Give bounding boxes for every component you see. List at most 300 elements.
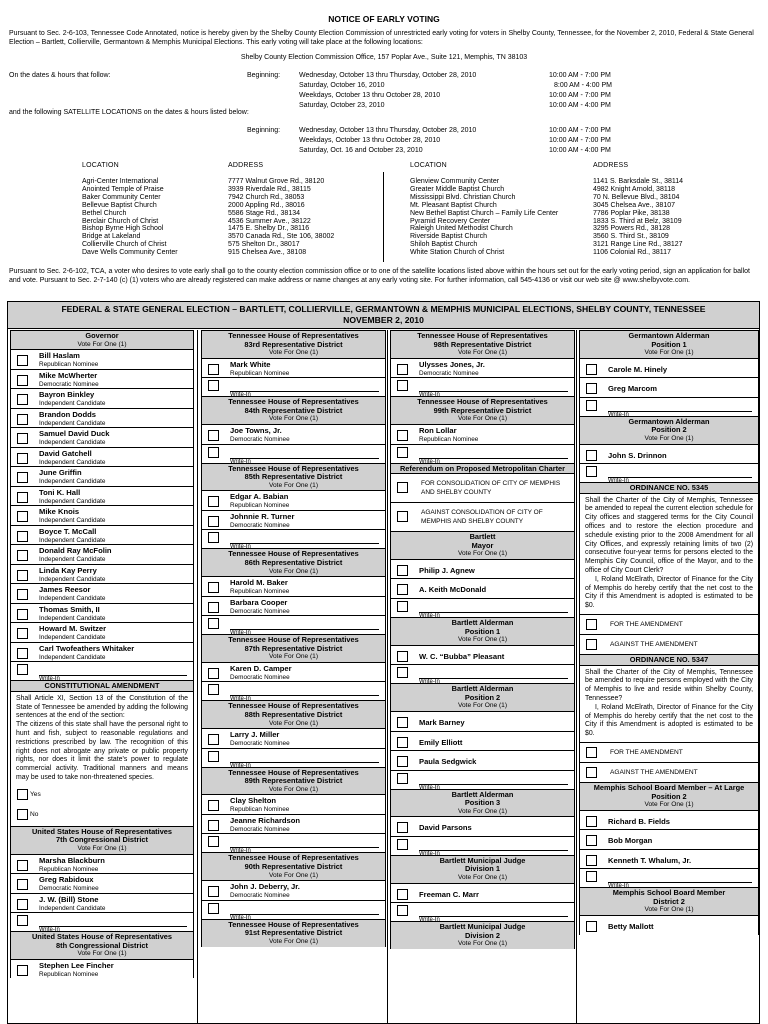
vote-checkbox[interactable] [586, 921, 597, 932]
write-in-row[interactable] [202, 900, 385, 919]
ballot-title-line1: FEDERAL & STATE GENERAL ELECTION – BARTLETT, COLLIERVILLE, GERMANTOWN & MEMPHIS MUNICIPAL ELECTIONS, SHELBY COUNTY, TENNESSEE [61, 304, 706, 314]
candidate-name: Greg Marcom [608, 384, 657, 394]
candidate-row[interactable] [11, 873, 193, 893]
candidate-row[interactable] [11, 893, 193, 913]
referendum-option-against[interactable] [391, 502, 574, 531]
vote-checkbox[interactable] [17, 589, 28, 600]
candidate-name: Stephen Lee Fincher [39, 960, 114, 970]
vote-checkbox[interactable] [17, 915, 28, 926]
vote-checkbox[interactable] [208, 800, 219, 811]
candidate-name: Mark White [230, 359, 271, 369]
write-in-line[interactable] [230, 629, 379, 630]
vote-checkbox[interactable] [397, 565, 408, 576]
candidate-row[interactable] [580, 358, 758, 378]
vote-checkbox[interactable] [17, 531, 28, 542]
write-in-row[interactable] [391, 377, 574, 399]
vote-checkbox[interactable] [586, 767, 597, 778]
candidate-row[interactable] [11, 388, 193, 408]
candidate-row[interactable] [202, 490, 385, 510]
write-in-line[interactable] [230, 762, 379, 763]
vote-checkbox[interactable] [17, 355, 28, 366]
candidate-row[interactable] [11, 854, 193, 874]
sample-ballot [7, 301, 760, 1024]
vote-checkbox[interactable] [397, 601, 408, 612]
vote-for-one: Vote For One (1) [457, 702, 508, 710]
candidate-row[interactable] [11, 544, 193, 564]
write-in-row[interactable] [11, 912, 193, 934]
vote-for-one: Vote For One (1) [268, 567, 319, 575]
vote-for-one: Vote For One (1) [457, 636, 508, 644]
candidate-row[interactable] [391, 559, 574, 579]
race-th90 [201, 852, 386, 921]
candidate-row[interactable] [580, 915, 758, 935]
vote-checkbox[interactable] [586, 450, 597, 461]
vote-checkbox[interactable] [17, 453, 28, 464]
vote-for-one: Vote For One (1) [268, 937, 319, 945]
list-entry: Bridge at Lakeland [82, 233, 141, 241]
vote-checkbox[interactable] [208, 496, 219, 507]
write-in-line[interactable] [419, 391, 568, 392]
write-in-line[interactable] [419, 784, 568, 785]
vote-checkbox[interactable] [586, 747, 597, 758]
candidate-row[interactable] [391, 711, 574, 731]
write-in-line[interactable] [230, 458, 379, 459]
candidate-row[interactable] [11, 959, 193, 979]
write-in-row[interactable] [202, 615, 385, 637]
list-entry: Berclair Church of Christ [82, 217, 159, 225]
option-for-amendment[interactable] [580, 614, 758, 634]
vote-checkbox[interactable] [586, 855, 597, 866]
candidate-row[interactable] [11, 622, 193, 642]
list-entry: 4536 Summer Ave., 38122 [228, 217, 311, 225]
vote-checkbox[interactable] [397, 822, 408, 833]
write-in-row[interactable] [391, 770, 574, 789]
vote-checkbox[interactable] [397, 737, 408, 748]
vote-checkbox[interactable] [208, 886, 219, 897]
write-in-row[interactable] [202, 529, 385, 551]
race-germ_ald2 [579, 416, 759, 485]
option-label: FOR CONSOLIDATION OF CITY OF MEMPHIS AND SHELBY COUNTY [421, 480, 561, 497]
vote-checkbox[interactable] [397, 584, 408, 595]
schedule-date: Saturday, October 16, 2010 [299, 82, 385, 89]
ballot-column-1 [10, 330, 194, 1023]
write-in-row[interactable] [391, 444, 574, 463]
write-in-row[interactable] [202, 377, 385, 399]
candidate-row[interactable] [11, 466, 193, 486]
candidate-row[interactable] [11, 408, 193, 428]
race-th85 [201, 463, 386, 549]
write-in-line[interactable] [419, 678, 568, 679]
vote-for-one: Vote For One (1) [457, 415, 508, 423]
write-in-line[interactable] [608, 411, 752, 412]
vote-for-one: Vote For One (1) [268, 481, 319, 489]
list-entry: Bethel Church [82, 209, 127, 217]
candidate-party: Independent Candidate [39, 458, 106, 466]
write-in-label: Write-In [230, 762, 251, 769]
write-in-line[interactable] [39, 675, 187, 676]
race-subtitle: Position 2 [651, 791, 687, 801]
candidate-row[interactable] [202, 358, 385, 378]
early-voting-notice [0, 0, 768, 300]
vote-checkbox[interactable] [17, 375, 28, 386]
race-header [202, 331, 385, 358]
amendment-text [11, 691, 193, 786]
write-in-row[interactable] [391, 598, 574, 617]
list-entry: 3295 Powers Rd., 38128 [593, 225, 671, 233]
list-entry: Agri-Center International [82, 178, 159, 185]
candidate-party: Republican Nominee [39, 970, 99, 978]
schedule-date: Weekdays, October 13 thru October 28, 2010 [299, 137, 441, 144]
candidate-name: David Gatchell [39, 448, 92, 458]
vote-checkbox[interactable] [397, 905, 408, 916]
race-th87 [201, 634, 386, 703]
race-th89 [201, 767, 386, 853]
candidate-name: Samuel David Duck [39, 429, 110, 439]
ordinance-ord5345 [579, 482, 759, 654]
vote-checkbox[interactable] [17, 664, 28, 675]
vote-for-one: Vote For One (1) [268, 653, 319, 661]
list-entry: Riverside Baptist Church [410, 233, 488, 241]
vote-checkbox[interactable] [208, 582, 219, 593]
schedule-time: 10:00 AM - 4:00 PM [549, 102, 611, 109]
candidate-party: Independent Candidate [39, 400, 106, 408]
vote-checkbox[interactable] [586, 816, 597, 827]
candidate-row[interactable] [580, 377, 758, 397]
address-header: ADDRESS [228, 162, 264, 169]
write-in-line[interactable] [230, 391, 379, 392]
write-in-label: Write-In [419, 392, 440, 399]
race-us8 [10, 931, 194, 978]
candidate-row[interactable] [580, 849, 758, 869]
vote-checkbox[interactable] [586, 619, 597, 630]
vote-checkbox[interactable] [586, 871, 597, 882]
candidate-party: Independent Candidate [39, 439, 106, 447]
write-in-row[interactable] [11, 661, 193, 683]
race-subtitle: 7th Congressional District [56, 835, 148, 845]
candidate-row[interactable] [580, 444, 758, 464]
schedule-time: 10:00 AM - 7:00 PM [549, 92, 611, 99]
candidate-party: Independent Candidate [39, 478, 106, 486]
write-in-label: Write-In [39, 927, 60, 934]
candidate-row[interactable] [580, 810, 758, 830]
referendum-metro-charter [390, 463, 575, 532]
candidate-row[interactable] [11, 505, 193, 525]
vote-checkbox[interactable] [208, 430, 219, 441]
vote-checkbox[interactable] [17, 570, 28, 581]
vote-checkbox[interactable] [208, 668, 219, 679]
write-in-line[interactable] [419, 916, 568, 917]
race-subtitle: 84th Representative District [244, 405, 343, 415]
vote-checkbox[interactable] [17, 965, 28, 976]
vote-for-one: Vote For One (1) [268, 349, 319, 357]
race-header [580, 417, 758, 444]
race-subtitle: 86th Representative District [244, 557, 343, 567]
candidate-row[interactable] [202, 794, 385, 814]
vote-checkbox[interactable] [208, 684, 219, 695]
write-in-line[interactable] [230, 695, 379, 696]
vote-checkbox[interactable] [208, 751, 219, 762]
list-entry: White Station Church of Christ [410, 249, 505, 257]
candidate-row[interactable] [391, 731, 574, 751]
vote-checkbox[interactable] [208, 903, 219, 914]
race-subtitle: 89th Representative District [244, 776, 343, 786]
race-th84 [201, 396, 386, 465]
write-in-line[interactable] [230, 847, 379, 848]
notice-intro: Pursuant to Sec. 2-6-103, Tennessee Code Annotated, notice is hereby given by the Shelby County Election Commission of unrestricted early voting for voters in Shelby County, Tennessee, for the November 2, 2010, Federal & State General Election – Bartlett, Collierville, Germantown & Memphis Municipal Elections. This early voting will take place at the following locations: [9, 30, 754, 46]
write-in-line[interactable] [608, 882, 752, 883]
column-divider [197, 330, 198, 1023]
candidate-name: Edgar A. Babian [230, 492, 289, 502]
write-in-row[interactable] [580, 463, 758, 485]
vote-checkbox[interactable] [208, 532, 219, 543]
candidate-row[interactable] [202, 576, 385, 596]
write-in-row[interactable] [202, 681, 385, 703]
notice-footnote: Pursuant to Sec. 2-6-102, TCA, a voter who desires to vote early shall go to the county election commission office or to one of the satellite locations listed above within the hours set out for the early voting period, sign an application for ballot and vote. Pursuant to Sec. 2-7-140 (c) (1) voters who are already registered can make address or name changes at any early voting site. For further information, call 545-4136 or visit our web site @ www.shelbyvote.com. [9, 268, 750, 284]
race-title: Tennessee House of Representatives [417, 397, 548, 407]
write-in-line[interactable] [230, 543, 379, 544]
write-in-label: Write-In [419, 784, 440, 791]
list-entry: 1833 S. Third at Belz, 38109 [593, 217, 682, 225]
candidate-name: Karen D. Camper [230, 663, 292, 673]
candidate-row[interactable] [11, 447, 193, 467]
vote-checkbox[interactable] [586, 383, 597, 394]
vote-checkbox[interactable] [397, 364, 408, 375]
ordinance-text [580, 665, 758, 742]
vote-checkbox[interactable] [397, 447, 408, 458]
race-subtitle: 99th Representative District [433, 405, 532, 415]
race-title: Governor [85, 331, 119, 340]
vote-checkbox[interactable] [17, 492, 28, 503]
candidate-name: Richard B. Fields [608, 816, 671, 826]
amendment-intro: Shall Article XI, Section 13 of the Constitution of the State of Tennessee be amended by adding the following sentences at the end of the section: [16, 694, 188, 720]
write-in-row[interactable] [580, 868, 758, 890]
candidate-row[interactable] [391, 816, 574, 836]
candidate-name: Mike McWherter [39, 370, 98, 380]
vote-checkbox[interactable] [208, 602, 219, 613]
list-entry: 1106 Colonial Rd., 38117 [593, 249, 671, 257]
vote-checkbox[interactable] [208, 618, 219, 629]
on-dates-label: On the dates & hours that follow: [9, 72, 111, 79]
vote-checkbox[interactable] [397, 717, 408, 728]
candidate-name: Bill Haslam [39, 351, 80, 361]
vote-checkbox[interactable] [17, 550, 28, 561]
vote-checkbox[interactable] [208, 364, 219, 375]
candidate-row[interactable] [11, 525, 193, 545]
race-title: Bartlett Alderman [451, 617, 514, 627]
vote-checkbox[interactable] [17, 789, 28, 800]
candidate-row[interactable] [391, 883, 574, 903]
race-title: Bartlett Alderman [451, 684, 514, 694]
list-entry: 5586 Stage Rd., 38134 [228, 209, 301, 217]
vote-checkbox[interactable] [208, 836, 219, 847]
race-header [202, 397, 385, 424]
write-in-label: Write-In [608, 411, 629, 418]
vote-checkbox[interactable] [586, 400, 597, 411]
vote-checkbox[interactable] [397, 482, 408, 493]
list-entry: Bellevue Baptist Church [82, 201, 157, 209]
write-in-row[interactable] [391, 902, 574, 924]
vote-checkbox[interactable] [17, 414, 28, 425]
candidate-row[interactable] [202, 596, 385, 616]
referendum-option-for[interactable] [391, 473, 574, 502]
list-entry: Greater Middle Baptist Church [410, 185, 505, 193]
vote-checkbox[interactable] [397, 511, 408, 522]
candidate-row[interactable] [391, 750, 574, 770]
write-in-row[interactable] [202, 833, 385, 855]
candidate-row[interactable] [11, 564, 193, 584]
candidate-row[interactable] [202, 814, 385, 834]
candidate-name: J. W. (Bill) Stone [39, 894, 99, 904]
candidate-name: Betty Mallott [608, 922, 654, 932]
vote-checkbox[interactable] [17, 394, 28, 405]
write-in-line[interactable] [39, 926, 187, 927]
race-title: Tennessee House of Representatives [228, 767, 359, 777]
vote-checkbox[interactable] [397, 651, 408, 662]
candidate-row[interactable] [11, 642, 193, 662]
vote-for-one: Vote For One (1) [268, 871, 319, 879]
vote-checkbox[interactable] [17, 860, 28, 871]
ordinance-ord5347 [579, 654, 759, 782]
candidate-row[interactable] [391, 424, 574, 444]
candidate-row[interactable] [11, 583, 193, 603]
vote-checkbox[interactable] [397, 667, 408, 678]
vote-checkbox[interactable] [586, 835, 597, 846]
candidate-row[interactable] [202, 424, 385, 444]
candidate-name: Greg Rabidoux [39, 875, 94, 885]
list-entry: 3121 Range Line Rd., 38127 [593, 241, 683, 249]
candidate-row[interactable] [11, 369, 193, 389]
option-label: FOR THE AMENDMENT [610, 748, 683, 756]
write-in-label: Write-In [39, 676, 60, 683]
race-subtitle: Division 1 [465, 864, 500, 874]
vote-checkbox[interactable] [17, 809, 28, 820]
vote-checkbox[interactable] [397, 839, 408, 850]
option-against-amendment[interactable] [580, 762, 758, 782]
option-for-amendment[interactable] [580, 742, 758, 762]
race-th86 [201, 548, 386, 637]
vote-checkbox[interactable] [397, 430, 408, 441]
race-header [391, 331, 574, 358]
candidate-name: W. C. “Bubba” Pleasant [419, 651, 505, 661]
vote-checkbox[interactable] [17, 609, 28, 620]
candidate-row[interactable] [11, 603, 193, 623]
race-title: Bartlett [469, 532, 496, 542]
ordinance-text [580, 493, 758, 614]
vote-checkbox[interactable] [208, 380, 219, 391]
list-entry: 3939 Riverdale Rd., 38115 [228, 185, 311, 193]
race-title: United States House of Representatives [31, 932, 173, 942]
ordinance-title: ORDINANCE NO. 5347 [580, 655, 758, 665]
candidate-name: Donald Ray McFolin [39, 546, 112, 556]
write-in-label: Write-In [230, 914, 251, 921]
vote-checkbox[interactable] [208, 516, 219, 527]
candidate-name: Toni K. Hall [39, 487, 81, 497]
vote-checkbox[interactable] [397, 756, 408, 767]
vote-checkbox[interactable] [208, 820, 219, 831]
vote-checkbox[interactable] [397, 773, 408, 784]
race-title: Germantown Alderman [628, 416, 710, 426]
race-header [391, 684, 574, 711]
vote-checkbox[interactable] [586, 466, 597, 477]
candidate-row[interactable] [202, 880, 385, 900]
candidate-row[interactable] [202, 510, 385, 530]
candidate-row[interactable] [391, 578, 574, 598]
write-in-row[interactable] [202, 748, 385, 767]
list-entry: 3570 Canada Rd., Ste 106, 38002 [228, 233, 335, 241]
address-list [228, 178, 334, 257]
candidate-row[interactable] [11, 486, 193, 506]
location-header: LOCATION [82, 162, 119, 169]
write-in-line[interactable] [419, 458, 568, 459]
vote-for-one: Vote For One (1) [268, 719, 319, 727]
race-title: Tennessee House of Representatives [228, 463, 359, 473]
candidate-row[interactable] [580, 829, 758, 849]
list-entry: 575 Shelton Dr., 38017 [228, 241, 300, 249]
candidate-row[interactable] [202, 662, 385, 682]
candidate-row[interactable] [11, 349, 193, 369]
vote-checkbox[interactable] [586, 639, 597, 650]
vote-checkbox[interactable] [17, 472, 28, 483]
write-in-row[interactable] [391, 836, 574, 855]
write-in-line[interactable] [419, 850, 568, 851]
list-entry: 4982 Knight Arnold, 38118 [593, 185, 675, 193]
write-in-label: Write-In [230, 392, 251, 399]
list-entry: New Bethel Baptist Church – Family Life Center [410, 209, 559, 217]
race-subtitle: 83rd Representative District [244, 339, 343, 349]
vote-checkbox[interactable] [17, 628, 28, 639]
vote-checkbox[interactable] [208, 447, 219, 458]
candidate-name: Jeanne Richardson [230, 815, 301, 825]
vote-checkbox[interactable] [17, 511, 28, 522]
list-entry: Shiloh Baptist Church [410, 241, 478, 249]
schedule-date: Saturday, October 23, 2010 [299, 102, 385, 109]
candidate-name: Mark Barney [419, 718, 465, 727]
vote-checkbox[interactable] [397, 889, 408, 900]
vote-checkbox[interactable] [208, 734, 219, 745]
candidate-name: James Reesor [39, 585, 91, 595]
vote-checkbox[interactable] [17, 433, 28, 444]
vote-checkbox[interactable] [586, 364, 597, 375]
write-in-row[interactable] [202, 444, 385, 463]
write-in-line[interactable] [608, 477, 752, 478]
write-in-row[interactable] [580, 397, 758, 416]
vote-checkbox[interactable] [17, 648, 28, 659]
candidate-party: Republican Nominee [230, 588, 290, 596]
address-list [593, 178, 683, 257]
vote-checkbox[interactable] [17, 879, 28, 890]
candidate-name: Howard M. Switzer [39, 624, 107, 634]
race-header [391, 532, 574, 559]
candidate-row[interactable] [391, 358, 574, 378]
column-divider [576, 330, 577, 1023]
vote-checkbox[interactable] [17, 899, 28, 910]
candidate-row[interactable] [11, 427, 193, 447]
race-subtitle: Division 2 [465, 930, 500, 940]
vote-checkbox[interactable] [397, 380, 408, 391]
write-in-label: Write-In [230, 458, 251, 465]
candidate-row[interactable] [391, 645, 574, 665]
option-against-amendment[interactable] [580, 634, 758, 654]
candidate-row[interactable] [202, 728, 385, 748]
write-in-line[interactable] [419, 612, 568, 613]
option-yes[interactable] [11, 786, 193, 806]
vote-for-one: Vote For One (1) [268, 785, 319, 793]
race-subtitle: 87th Representative District [244, 643, 343, 653]
write-in-row[interactable] [391, 664, 574, 686]
write-in-line[interactable] [230, 914, 379, 915]
option-no[interactable] [11, 806, 193, 826]
race-subtitle: 88th Representative District [244, 710, 343, 719]
